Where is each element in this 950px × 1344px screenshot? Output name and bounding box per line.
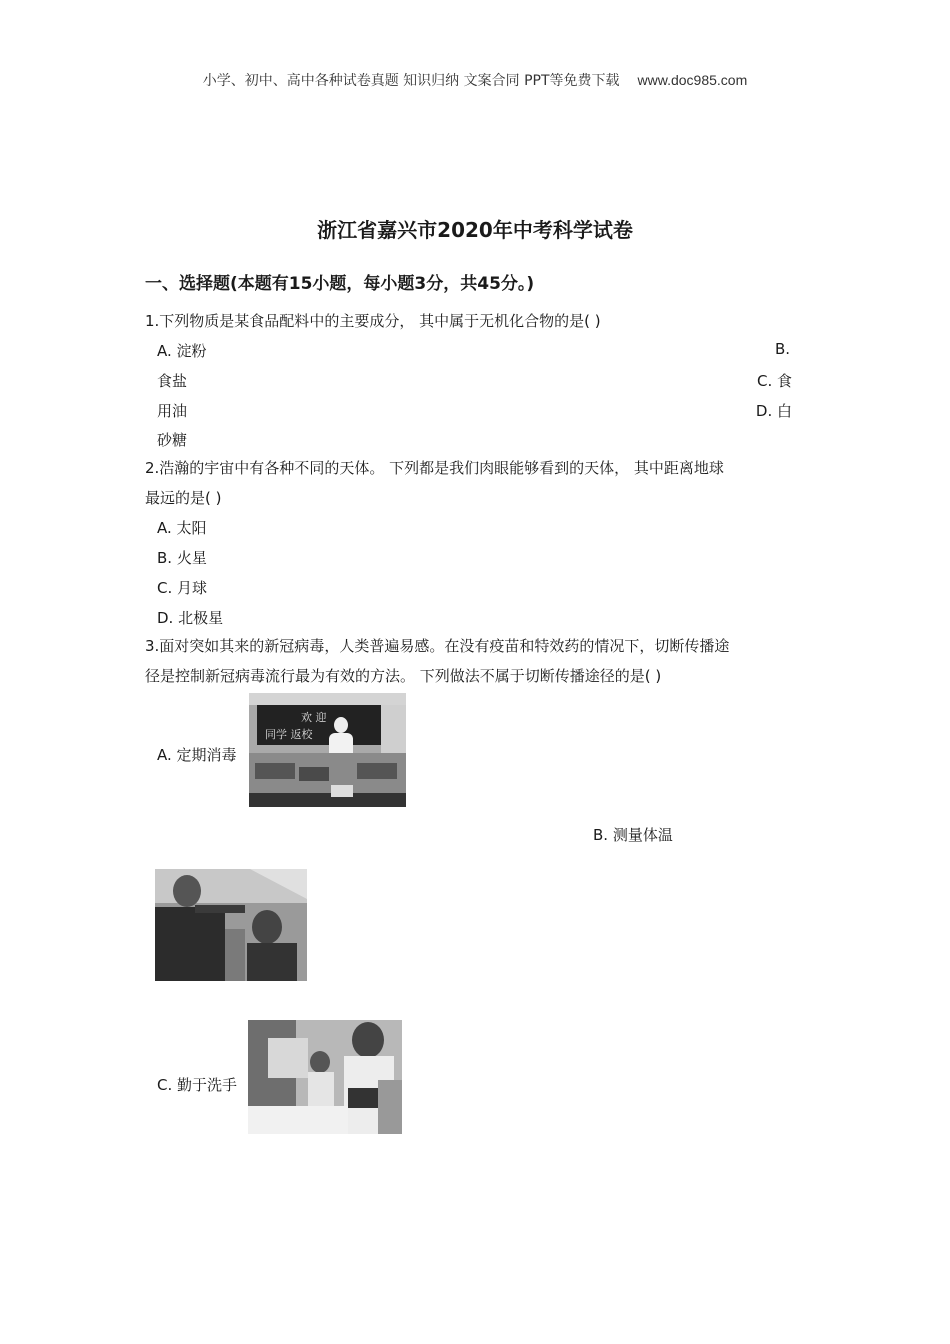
q1-line1-right: B. xyxy=(774,340,790,358)
temperature-photo xyxy=(155,869,307,981)
q2-option-d: D. 北极星 xyxy=(157,609,224,627)
q1-line4-left: 砂糖 xyxy=(157,431,188,449)
q3-stem-line2: 径是控制新冠病毒流行最为有效的方法。 下列做法不属于切断传播途径的是( ) xyxy=(145,667,662,685)
blackboard-text-2: 同学 返校 xyxy=(265,728,313,741)
disinfection-photo xyxy=(249,693,406,807)
q1-line2-left: 食盐 xyxy=(157,372,188,390)
q2-stem-line2: 最远的是( ) xyxy=(145,489,222,507)
q2-stem-line1: 2.浩瀚的宇宙中有各种不同的天体。 下列都是我们肉眼能够看到的天体， 其中距离地球 xyxy=(145,459,724,477)
q2-option-b: B. 火星 xyxy=(157,549,207,567)
q3-option-a: A. 定期消毒 xyxy=(157,746,237,764)
page-header xyxy=(0,70,950,90)
exam-title: 浙江省嘉兴市2020年中考科学试卷 xyxy=(317,218,633,242)
q1-line3-right: D. 白 xyxy=(755,402,792,420)
blackboard-text-1: 欢 迎 xyxy=(301,711,327,724)
q3-stem-line1: 3.面对突如其来的新冠病毒，人类普遍易感。在没有疫苗和特效药的情况下，切断传播途 xyxy=(145,637,730,655)
q2-option-c: C. 月球 xyxy=(157,579,208,597)
q1-line3-left: 用油 xyxy=(157,402,188,420)
handwashing-photo xyxy=(248,1020,402,1134)
q1-stem: 1.下列物质是某食品配料中的主要成分， 其中属于无机化合物的是( ) xyxy=(145,312,601,330)
section-heading: 一、选择题(本题有15小题，每小题3分，共45分。) xyxy=(145,274,535,294)
header-site[interactable]: www.doc985.com xyxy=(637,72,748,88)
q1-line1-left: A. 淀粉 xyxy=(157,342,207,360)
q1-line2-right: C. 食 xyxy=(756,372,792,390)
header-text: 小学、初中、高中各种试卷真题 知识归纳 文案合同 PPT等免费下载 xyxy=(202,73,620,89)
q3-option-c: C. 勤于洗手 xyxy=(157,1076,238,1094)
q3-option-b: B. 测量体温 xyxy=(593,826,673,844)
q2-option-a: A. 太阳 xyxy=(157,519,207,537)
